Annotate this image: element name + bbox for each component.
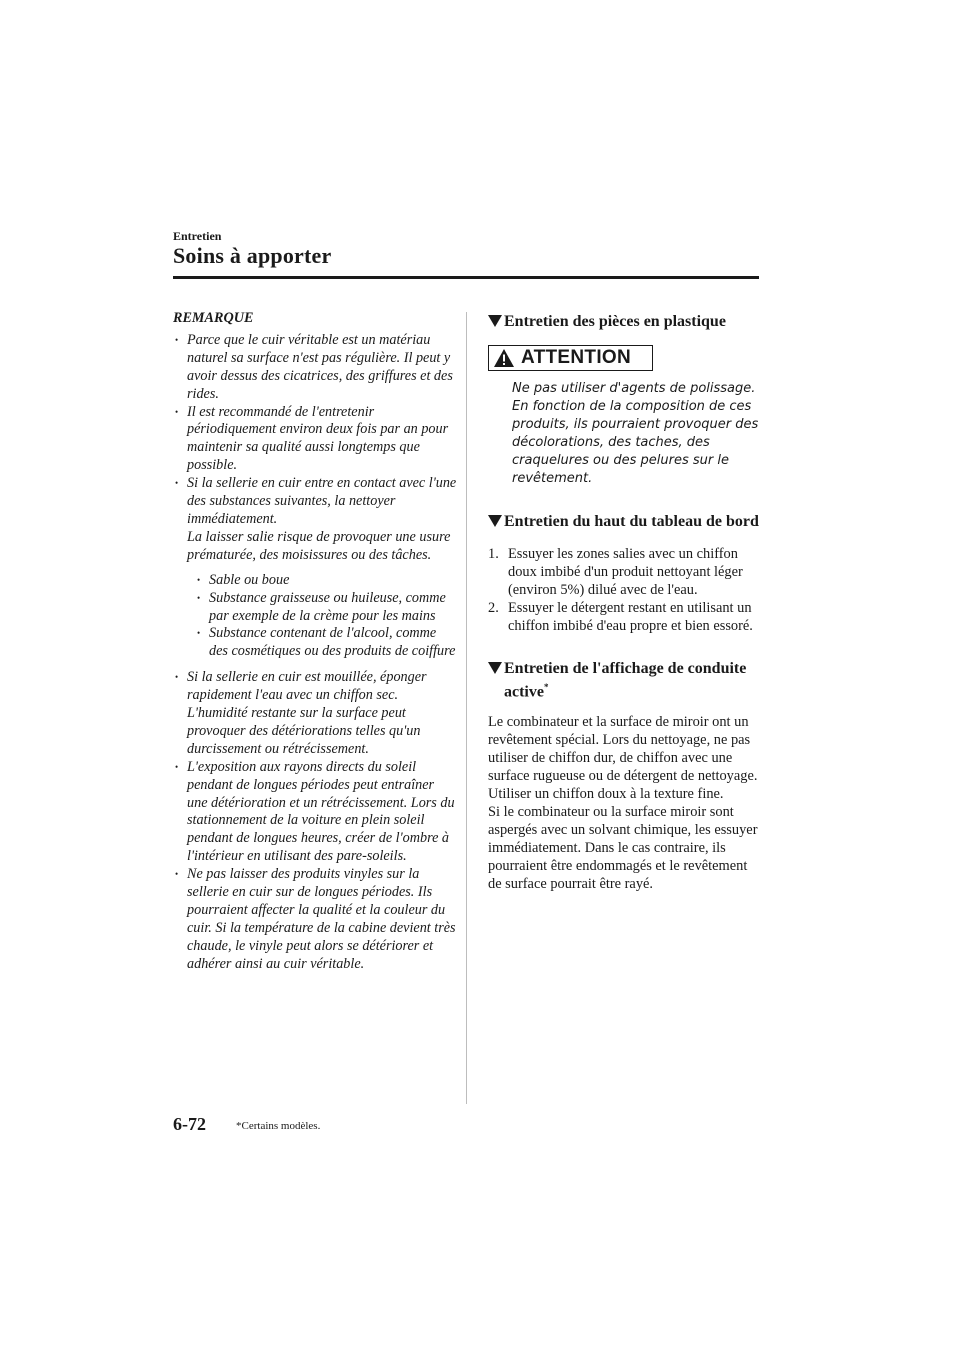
list-item: • Si la sellerie en cuir est mouillée, éponger rapidement l'eau avec un chiffon sec. L'humidité restante sur la surface peut provoquer des détériorations telles qu'un durcissement ou rétrécissement. <box>173 669 458 759</box>
list-item-text: • Si la sellerie en cuir entre en contact avec l'une des substances suivantes, la nettoyer immédiatement. <box>187 475 457 527</box>
triangle-marker-icon <box>488 662 502 674</box>
note-list <box>173 332 458 974</box>
page-number: 6-72 <box>173 1114 206 1134</box>
list-item: • Ne pas laisser des produits vinyles sur la sellerie en cuir sur de longues périodes. Ils pourraient affecter la qualité et la couleur du cuir. Si la température de la cabine devient très chaude, le vinyle peut alors se détériorer et adhérer ainsi au cuir véritable. <box>173 866 458 973</box>
page-title: Soins à apporter <box>173 243 332 268</box>
triangle-marker-icon <box>488 515 502 527</box>
list-item: • L'exposition aux rayons directs du soleil pendant de longues périodes peut entraîner une détérioration et un rétrécissement. Lors du stationnement de la voiture en plein soleil pendant de longues heures, créer de l'ombre à l'intérieur en utilisant des pare-soleils. <box>173 759 458 866</box>
warning-triangle-icon <box>493 348 515 368</box>
header-rule <box>173 276 759 279</box>
display-heading <box>488 659 763 701</box>
list-item <box>173 475 458 661</box>
list-item: • Il est recommandé de l'entretenir périodiquement environ deux fois par an pour maintenir sa qualité aussi longtemps que possible. <box>173 404 458 476</box>
plastic-heading <box>488 312 763 331</box>
sub-list-item: • Substance contenant de l'alcool, comme des cosmétiques ou des produits de coiffure <box>187 625 458 661</box>
note-title: REMARQUE <box>173 310 254 326</box>
dashboard-heading <box>488 512 763 531</box>
sub-list-item: • Substance graisseuse ou huileuse, comme par exemple de la crème pour les mains <box>187 590 458 626</box>
cleaning-steps <box>488 545 763 635</box>
left-column <box>173 310 458 974</box>
list-item <box>488 545 763 599</box>
display-paragraph: Si le combinateur ou la surface miroir sont aspergés avec un solvant chimique, les essuyer immédiatement. Dans le cas contraire, ils pourraient être endommagés et le revêtement de surface pourrait être rayé. <box>488 804 758 893</box>
step-text: Essuyer les zones salies avec un chiffon doux imbibé d'un produit nettoyant léger (environ 5%) dilué avec de l'eau. <box>508 546 743 598</box>
step-text: Essuyer le détergent restant en utilisant un chiffon imbibé d'eau propre et bien essoré. <box>508 600 753 634</box>
column-divider <box>466 312 467 1104</box>
attention-text: Ne pas utiliser d'agents de polissage. En fonction de la composition de ces produits, ils pourraient provoquer des décolorations, des taches, des craquelures ou des pelures sur le revêtement. <box>512 381 759 486</box>
footnote: *Certains modèles. <box>236 1120 321 1132</box>
attention-box <box>488 345 653 371</box>
dashboard-heading-text: Entretien du haut du tableau de bord <box>504 513 759 530</box>
sub-list-item: • Sable ou boue <box>187 572 458 590</box>
plastic-heading-text: Entretien des pièces en plastique <box>504 313 726 330</box>
display-paragraph: Le combinateur et la surface de miroir ont un revêtement spécial. Lors du nettoyage, ne pas utiliser de chiffon dur, de chiffon avec une surface rugueuse ou de détergent de nettoyage. Utiliser un chiffon doux à la texture fine. <box>488 714 758 803</box>
list-item <box>488 599 763 635</box>
step-number: 2. <box>488 600 499 616</box>
right-column <box>488 312 763 893</box>
substance-list <box>187 572 458 662</box>
display-heading-text: Entretien de l'affichage de conduite active <box>504 660 747 701</box>
section-label: Entretien <box>173 229 222 243</box>
triangle-marker-icon <box>488 315 502 327</box>
list-item-text: La laisser salie risque de provoquer une usure prématurée, des moisissures ou des tâches. <box>187 528 451 563</box>
model-footnote-marker: * <box>543 682 549 692</box>
list-item: • Parce que le cuir véritable est un matériau naturel sa surface n'est pas régulière. Il peut y avoir dessus des cicatrices, des griffures et des rides. <box>173 332 458 404</box>
attention-label: ATTENTION <box>521 347 632 368</box>
step-number: 1. <box>488 546 499 562</box>
